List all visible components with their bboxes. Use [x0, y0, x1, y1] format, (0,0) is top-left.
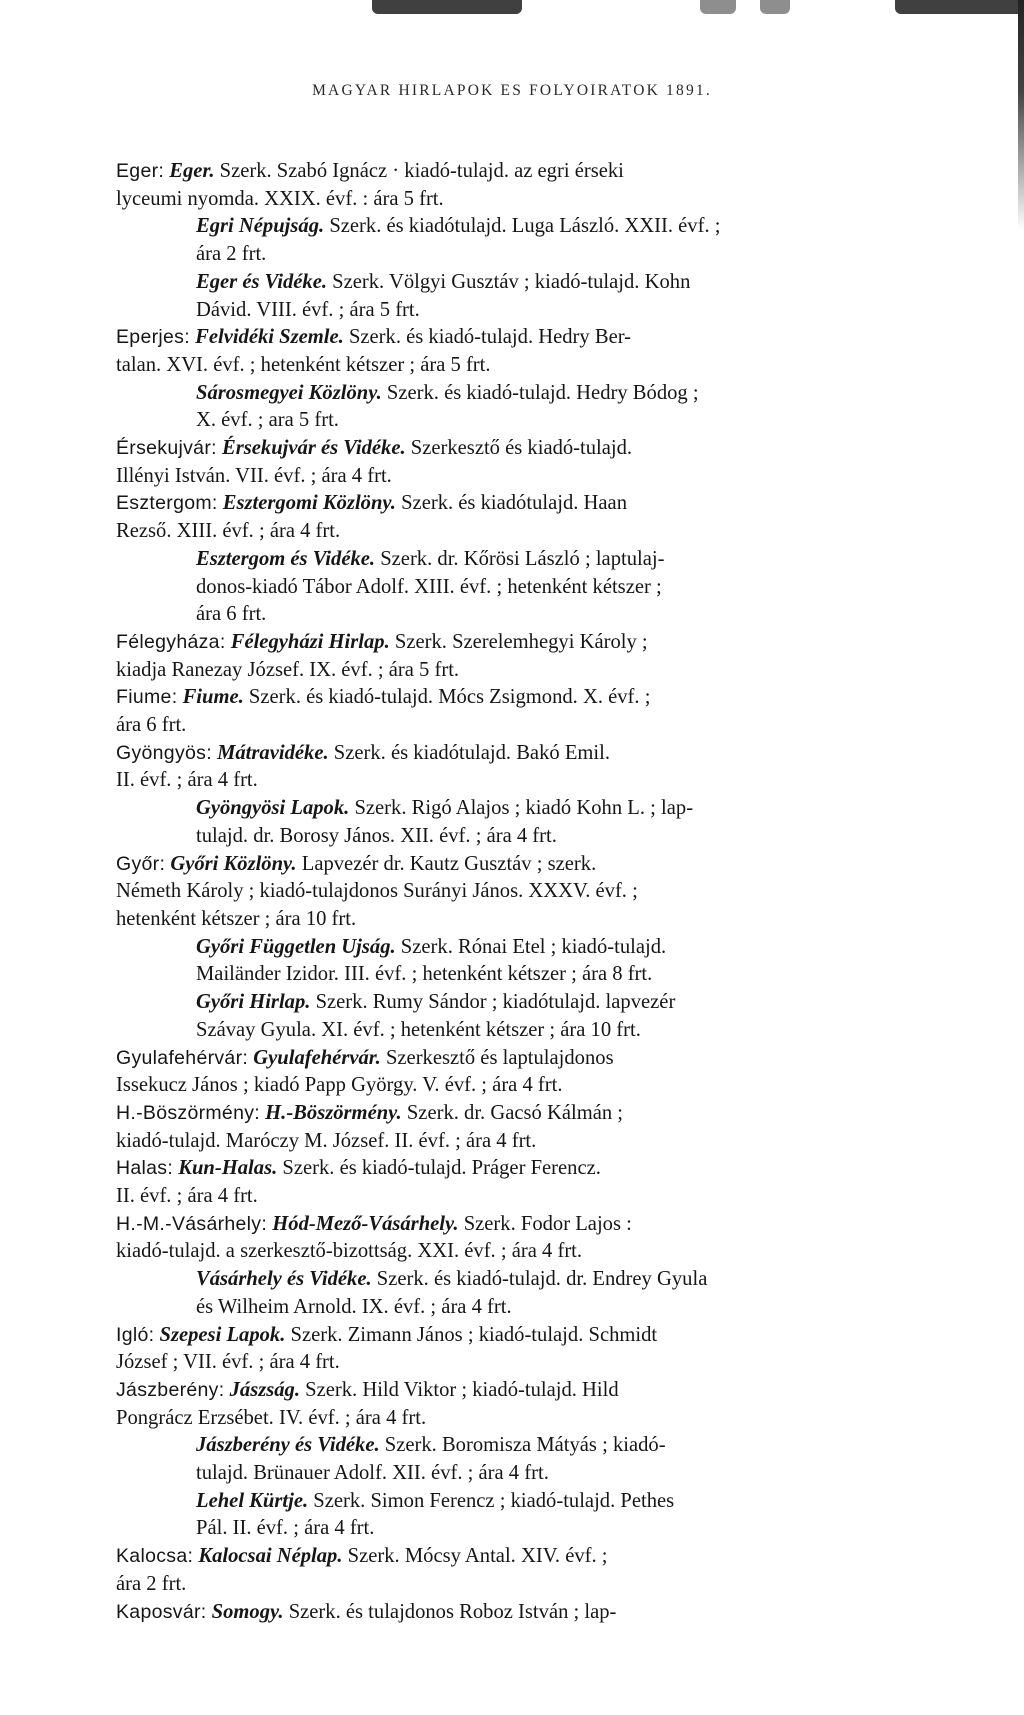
entry-details: Szerk. dr. Kőrösi László ; laptulaj- — [375, 547, 665, 570]
entry-continuation: ára 2 frt. — [196, 243, 267, 266]
entry-continuation: donos-kiadó Tábor Adolf. XIII. évf. ; hetenként kétszer ; — [196, 575, 662, 598]
place-separator: : — [167, 1157, 174, 1180]
publication-entry — [116, 1488, 916, 1543]
entry-details: Szerk. és tulajdonos Roboz István ; lap- — [283, 1600, 617, 1623]
place-name: Fiume — [116, 686, 172, 709]
place-name: Győr — [116, 852, 160, 875]
publication-entry — [116, 1432, 916, 1487]
place-name: Jászberény — [116, 1378, 219, 1401]
place-separator: : — [242, 1046, 249, 1069]
publication-entry — [116, 934, 916, 989]
place-separator: : — [159, 852, 166, 875]
entry-details: Szerk. Mócsy Antal. XIV. évf. ; — [342, 1545, 608, 1568]
place-name: Eger — [116, 160, 159, 182]
place-entry — [116, 1100, 916, 1155]
entry-details: Szerk. Hild Viktor ; kiadó-tulajd. Hild — [299, 1378, 619, 1401]
place-entry — [116, 490, 916, 545]
place-separator: : — [148, 1323, 155, 1346]
entry-continuation: Pongrácz Erzsébet. IV. évf. ; ára 4 frt. — [116, 1406, 427, 1429]
publication-title: Mátravidéke. — [217, 741, 329, 764]
publication-entry — [116, 546, 916, 629]
publication-entry — [116, 269, 916, 324]
place-separator: : — [158, 160, 165, 182]
place-entry — [116, 851, 916, 934]
place-separator: : — [211, 437, 217, 460]
entry-continuation: Mailänder Izidor. III. évf. ; hetenként kétszer ; ára 8 frt. — [196, 963, 653, 986]
entry-continuation: Szávay Gyula. XI. évf. ; hetenként kétszer ; ára 10 frt. — [196, 1018, 641, 1041]
place-name: Gyöngyös — [116, 741, 207, 764]
publication-title: Eger. — [169, 160, 215, 182]
directory-entries — [116, 158, 916, 1626]
entry-details: Szerk. Rigó Alajos ; kiadó Kohn L. ; lap- — [349, 797, 694, 820]
place-entry — [116, 435, 916, 490]
entry-continuation: ára 6 frt. — [116, 714, 187, 737]
publication-title: Jászság. — [229, 1378, 300, 1401]
entry-continuation: Rezső. XIII. évf. ; ára 4 frt. — [116, 520, 341, 543]
entry-details: Szerk. Fodor Lajos : — [458, 1212, 632, 1235]
place-entry — [116, 324, 916, 379]
place-name: Félegyháza — [116, 630, 220, 653]
publication-title: Kalocsai Néplap. — [198, 1545, 343, 1568]
place-name: Halas — [116, 1157, 168, 1180]
place-name: Kalocsa — [116, 1545, 188, 1568]
running-head: MAGYAR HIRLAPOK ES FOLYOIRATOK 1891. — [312, 82, 712, 99]
entry-continuation: Issekucz János ; kiadó Papp György. V. évf. ; ára 4 frt. — [116, 1074, 563, 1097]
entry-continuation: kiadó-tulajd. Maróczy M. József. II. évf. ; ára 4 frt. — [116, 1129, 537, 1152]
publication-title: Gyöngyösi Lapok. — [196, 797, 350, 820]
place-entry — [116, 1599, 916, 1627]
entry-details: Szerk. és kiadótulajd. Bakó Emil. — [328, 741, 611, 764]
place-separator: : — [211, 492, 218, 515]
place-entry — [116, 1543, 916, 1598]
entry-details: Szerk. Boromisza Mátyás ; kiadó- — [379, 1434, 666, 1457]
place-name: Kaposvár — [116, 1600, 201, 1623]
scan-top-edge — [0, 0, 1024, 22]
entry-details: Szerk. és kiadó-tulajd. dr. Endrey Gyula — [371, 1268, 708, 1291]
place-separator: : — [206, 741, 212, 764]
place-entry — [116, 158, 916, 213]
entry-continuation: II. évf. ; ára 4 frt. — [116, 769, 258, 792]
publication-title: Szepesi Lapok. — [159, 1323, 286, 1346]
place-entry — [116, 740, 916, 795]
entry-continuation: lyceumi nyomda. XXIX. évf. : ára 5 frt. — [116, 187, 444, 210]
place-name: Eperjes — [116, 326, 185, 349]
entry-details: Szerk. Zimann János ; kiadó-tulajd. Schmidt — [285, 1323, 658, 1346]
entry-continuation: tulajd. Brünauer Adolf. XII. évf. ; ára 4 frt. — [196, 1462, 549, 1485]
entry-details: Szerk. Simon Ferencz ; kiadó-tulajd. Pethes — [308, 1489, 675, 1512]
place-name: Esztergom — [116, 492, 212, 515]
entry-details: Szerk. és kiadótulajd. Luga László. XXII. évf. ; — [324, 215, 721, 238]
entry-continuation: II. évf. ; ára 4 frt. — [116, 1185, 258, 1208]
entry-continuation: ára 6 frt. — [196, 603, 267, 626]
publication-title: Vásárhely és Vidéke. — [196, 1268, 372, 1291]
entry-continuation: kiadó-tulajd. a szerkesztő-bizottság. XXI. évf. ; ára 4 frt. — [116, 1240, 583, 1263]
entry-details: Szerk. és kiadó-tulajd. Hedry Ber- — [343, 326, 632, 349]
entry-details: Szerk. Szerelemhegyi Károly ; — [389, 630, 648, 653]
entry-continuation: ára 2 frt. — [116, 1572, 187, 1595]
place-name: H.-Böszörmény — [116, 1101, 255, 1124]
place-separator: : — [171, 686, 178, 709]
publication-title: Somogy. — [211, 1600, 284, 1623]
entry-details: Szerk. és kiadó-tulajd. Hedry Bódog ; — [381, 381, 699, 404]
entry-continuation: Pál. II. évf. ; ára 4 frt. — [196, 1517, 375, 1540]
publication-title: Hód-Mező-Vásárhely. — [272, 1212, 459, 1235]
place-separator: : — [254, 1101, 260, 1124]
publication-title: Fiume. — [182, 686, 244, 709]
entry-continuation: hetenként kétszer ; ára 10 frt. — [116, 907, 357, 930]
entry-details: Szerk. Szabó Ignácz · kiadó-tulajd. az egri érseki — [214, 160, 624, 182]
entry-continuation: József ; VII. évf. ; ára 4 frt. — [116, 1351, 340, 1374]
place-entry — [116, 1377, 916, 1432]
entry-details: Szerk. Völgyi Gusztáv ; kiadó-tulajd. Kohn — [326, 270, 691, 293]
publication-title: Kun-Halas. — [178, 1157, 278, 1180]
publication-title: Sárosmegyei Közlöny. — [196, 381, 382, 404]
entry-details: Szerk. és kiadó-tulajd. Mócs Zsigmond. X. évf. ; — [243, 686, 651, 709]
entry-continuation: tulajd. dr. Borosy János. XII. évf. ; ára 4 frt. — [196, 824, 557, 847]
entry-continuation: Dávid. VIII. évf. ; ára 5 frt. — [196, 298, 420, 321]
place-entry — [116, 1322, 916, 1377]
entry-continuation: Illényi István. VII. évf. ; ára 4 frt. — [116, 464, 392, 487]
place-entry — [116, 1155, 916, 1210]
publication-title: Eger és Vidéke. — [196, 270, 327, 293]
publication-entry — [116, 213, 916, 268]
place-separator: : — [184, 326, 190, 349]
place-separator: : — [218, 1378, 225, 1401]
place-separator: : — [187, 1545, 194, 1568]
place-name: Érsekujvár — [116, 437, 212, 460]
entry-details: Szerk. Rónai Etel ; kiadó-tulajd. — [395, 935, 667, 958]
publication-title: Félegyházi Hirlap. — [230, 630, 390, 653]
publication-title: Győri Közlöny. — [170, 852, 297, 875]
publication-title: Egri Népujság. — [196, 215, 325, 238]
publication-title: Esztergomi Közlöny. — [222, 492, 396, 515]
place-name: Igló — [116, 1323, 149, 1346]
entry-details: Szerk. és kiadó-tulajd. Práger Ferencz. — [277, 1157, 601, 1180]
entry-details: Lapvezér dr. Kautz Gusztáv ; szerk. — [296, 852, 597, 875]
publication-title: Győri Hirlap. — [196, 991, 311, 1014]
publication-title: Győri Független Ujság. — [196, 935, 396, 958]
entry-continuation: és Wilheim Arnold. IX. évf. ; ára 4 frt. — [196, 1295, 512, 1318]
publication-entry — [116, 1266, 916, 1321]
place-separator: : — [261, 1212, 268, 1235]
scan-right-edge — [1018, 0, 1024, 230]
publication-entry — [116, 795, 916, 850]
entry-details: Szerk. és kiadótulajd. Haan — [395, 492, 627, 515]
place-entry — [116, 629, 916, 684]
publication-title: Esztergom és Vidéke. — [196, 547, 376, 570]
place-name: Gyulafehérvár — [116, 1046, 243, 1069]
place-entry — [116, 684, 916, 739]
entry-details: Szerkesztő és laptulajdonos — [380, 1046, 614, 1069]
publication-title: Felvidéki Szemle. — [195, 326, 344, 349]
entry-continuation: X. évf. ; ara 5 frt. — [196, 409, 339, 432]
entry-continuation: Németh Károly ; kiadó-tulajdonos Surányi János. XXXV. évf. ; — [116, 880, 638, 903]
entry-details: Szerk. Rumy Sándor ; kiadótulajd. lapvezér — [310, 991, 676, 1014]
entry-continuation: talan. XVI. évf. ; hetenként kétszer ; ára 5 frt. — [116, 353, 491, 376]
publication-entry — [116, 989, 916, 1044]
entry-details: Szerk. dr. Gacsó Kálmán ; — [401, 1101, 624, 1124]
publication-title: Jászberény és Vidéke. — [196, 1434, 380, 1457]
publication-title: Gyulafehérvár. — [253, 1046, 381, 1069]
publication-title: H.-Böszörmény. — [265, 1101, 402, 1124]
entry-continuation: kiadja Ranezay József. IX. évf. ; ára 5 frt. — [116, 658, 460, 681]
place-separator: : — [219, 630, 226, 653]
entry-details: Szerkesztő és kiadó-tulajd. — [405, 437, 633, 460]
publication-title: Érsekujvár és Vidéke. — [222, 437, 406, 460]
place-name: H.-M.-Vásárhely — [116, 1212, 262, 1235]
publication-title: Lehel Kürtje. — [196, 1489, 309, 1512]
publication-entry — [116, 380, 916, 435]
place-separator: : — [200, 1600, 207, 1623]
place-entry — [116, 1211, 916, 1266]
place-entry — [116, 1045, 916, 1100]
